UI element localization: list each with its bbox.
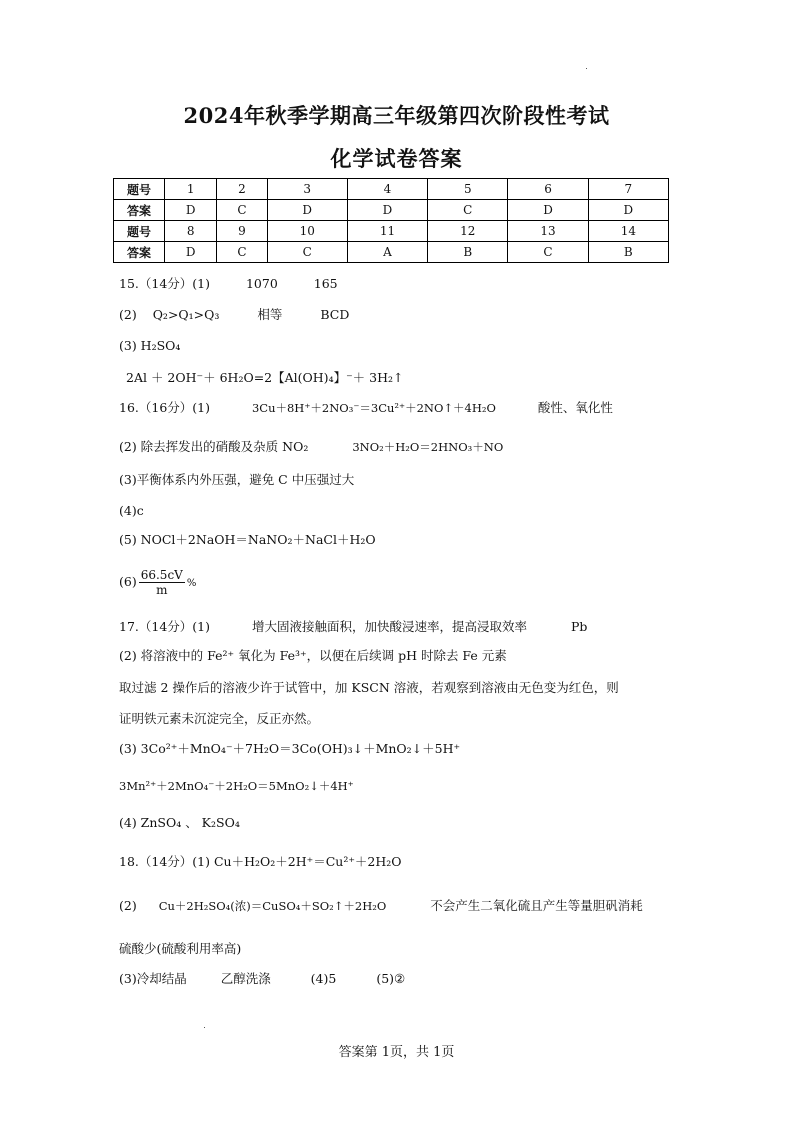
q18-reason: 不会产生二氧化硫且产生等量胆矾消耗: [430, 898, 643, 913]
q15-answer-2: 165: [313, 276, 338, 291]
q16-part4: (4)c: [119, 503, 144, 518]
table-cell: 5: [428, 179, 508, 200]
q16-denominator: m: [156, 583, 168, 597]
q16-equation-2: 3NO₂＋H₂O＝2HNO₃＋NO: [352, 440, 504, 454]
table-cell: B: [588, 242, 668, 263]
exam-subtitle: 化学试卷答案: [330, 146, 463, 171]
table-cell: D: [165, 200, 217, 221]
table-cell: 7: [588, 179, 668, 200]
table-cell: D: [165, 242, 217, 263]
table-cell: 14: [588, 221, 668, 242]
table-cell: D: [267, 200, 347, 221]
table-cell: 2: [217, 179, 267, 200]
q17-head: 17.（14分）(1): [119, 619, 210, 634]
q17-part3-b: 3Mn²⁺＋2MnO₄⁻＋2H₂O＝5MnO₂↓＋4H⁺: [119, 779, 354, 793]
table-cell: 9: [217, 221, 267, 242]
row-label-number: 题号: [114, 221, 165, 242]
q16-numerator: 66.5cV: [140, 568, 183, 582]
scan-speck: [204, 1027, 205, 1028]
table-cell: C: [217, 242, 267, 263]
q17-part1: [119, 617, 587, 635]
table-cell: 3: [267, 179, 347, 200]
q16-part6-label: (6): [119, 574, 137, 589]
exam-title: 2024年秋季学期高三年级第四次阶段性考试: [183, 103, 610, 128]
q16-part3: (3)平衡体系内外压强，避免 C 中压强过大: [119, 472, 355, 487]
q17-part2-c: 证明铁元素未沉淀完全，反正亦然。: [119, 711, 320, 726]
q18-equation: Cu＋2H₂SO₄(浓)＝CuSO₄＋SO₂↑＋2H₂O: [158, 899, 387, 913]
table-row-answers-1: [114, 200, 669, 221]
table-row-numbers-2: [114, 221, 669, 242]
q17-part4: (4) ZnSO₄ 、 K₂SO₄: [119, 815, 240, 830]
q16-part1: [119, 398, 613, 416]
q15-answer-1: 1070: [245, 276, 278, 291]
q16-head: 16.（16分）(1): [119, 400, 210, 415]
q15-part3: (3) H₂SO₄: [119, 338, 181, 353]
q16-part6: [119, 568, 196, 597]
table-cell: A: [347, 242, 427, 263]
q18-part3-a: (3)冷却结晶: [119, 971, 187, 986]
table-cell: D: [347, 200, 427, 221]
table-row-answers-2: [114, 242, 669, 263]
q17-part2-b: 取过滤 2 操作后的溶液少许于试管中，加 KSCN 溶液，若观察到溶液由无色变为红色，则: [119, 680, 619, 695]
q18-part4: (4)5: [310, 971, 337, 986]
table-cell: 6: [508, 179, 588, 200]
q16-fraction: [139, 568, 185, 597]
q16-property: 酸性、氧化性: [537, 400, 613, 415]
answer-table: [113, 178, 669, 263]
table-cell: D: [588, 200, 668, 221]
table-row-numbers-1: [114, 179, 669, 200]
q17-part2: (2) 将溶液中的 Fe²⁺ 氧化为 Fe³⁺，以便在后续调 pH 时除去 Fe 元素: [119, 648, 507, 663]
q18-part2: [119, 896, 643, 914]
q18-part2-label: (2): [119, 898, 137, 913]
table-cell: 8: [165, 221, 217, 242]
row-label-number: 题号: [114, 179, 165, 200]
table-cell: C: [217, 200, 267, 221]
q15-part2-b: 相等: [257, 307, 283, 322]
q15-part2-c: BCD: [320, 307, 350, 322]
table-cell: 13: [508, 221, 588, 242]
row-label-answer: 答案: [114, 242, 165, 263]
q16-percent: %: [186, 578, 197, 589]
table-cell: 11: [347, 221, 427, 242]
table-cell: 4: [347, 179, 427, 200]
table-cell: 12: [428, 221, 508, 242]
row-label-answer: 答案: [114, 200, 165, 221]
q16-part2: [119, 437, 503, 455]
q17-part1-text: 增大固液接触面积，加快酸浸速率，提高浸取效率: [251, 619, 527, 634]
q15-equation: 2Al ＋ 2OH⁻＋ 6H₂O=2【Al(OH)₄】⁻＋ 3H₂↑: [126, 370, 404, 385]
q18-reason-2: 硫酸少(硫酸利用率高): [119, 941, 242, 956]
q15-head: 15.（14分）(1): [119, 276, 210, 291]
q16-part5: (5) NOCl＋2NaOH＝NaNO₂＋NaCl＋H₂O: [119, 532, 376, 547]
table-cell: C: [428, 200, 508, 221]
q18-part3: [119, 969, 405, 987]
q18-part1: 18.（14分）(1) Cu＋H₂O₂＋2H⁺＝Cu²⁺＋2H₂O: [119, 854, 402, 869]
scan-speck: [586, 68, 587, 69]
table-cell: B: [428, 242, 508, 263]
table-cell: 1: [165, 179, 217, 200]
table-cell: 10: [267, 221, 347, 242]
table-cell: C: [267, 242, 347, 263]
q15-part2: [119, 305, 349, 323]
page-footer: 答案第 1页，共 1页: [338, 1045, 455, 1060]
q15-part1: [119, 274, 338, 292]
q16-part2-text: (2) 除去挥发出的硝酸及杂质 NO₂: [119, 439, 309, 454]
q18-part3-b: 乙醇洗涤: [220, 971, 271, 986]
q15-order: Q₂>Q₁>Q₃: [152, 307, 220, 322]
q17-part1-b: Pb: [570, 619, 588, 634]
table-cell: D: [508, 200, 588, 221]
table-cell: C: [508, 242, 588, 263]
q16-equation-1: 3Cu＋8H⁺＋2NO₃⁻＝3Cu²⁺＋2NO↑＋4H₂O: [251, 401, 496, 415]
q17-part3: (3) 3Co²⁺＋MnO₄⁻＋7H₂O＝3Co(OH)₃↓＋MnO₂↓＋5H⁺: [119, 741, 461, 756]
q15-part2-label: (2): [119, 307, 137, 322]
q18-part5: (5)②: [376, 971, 406, 986]
